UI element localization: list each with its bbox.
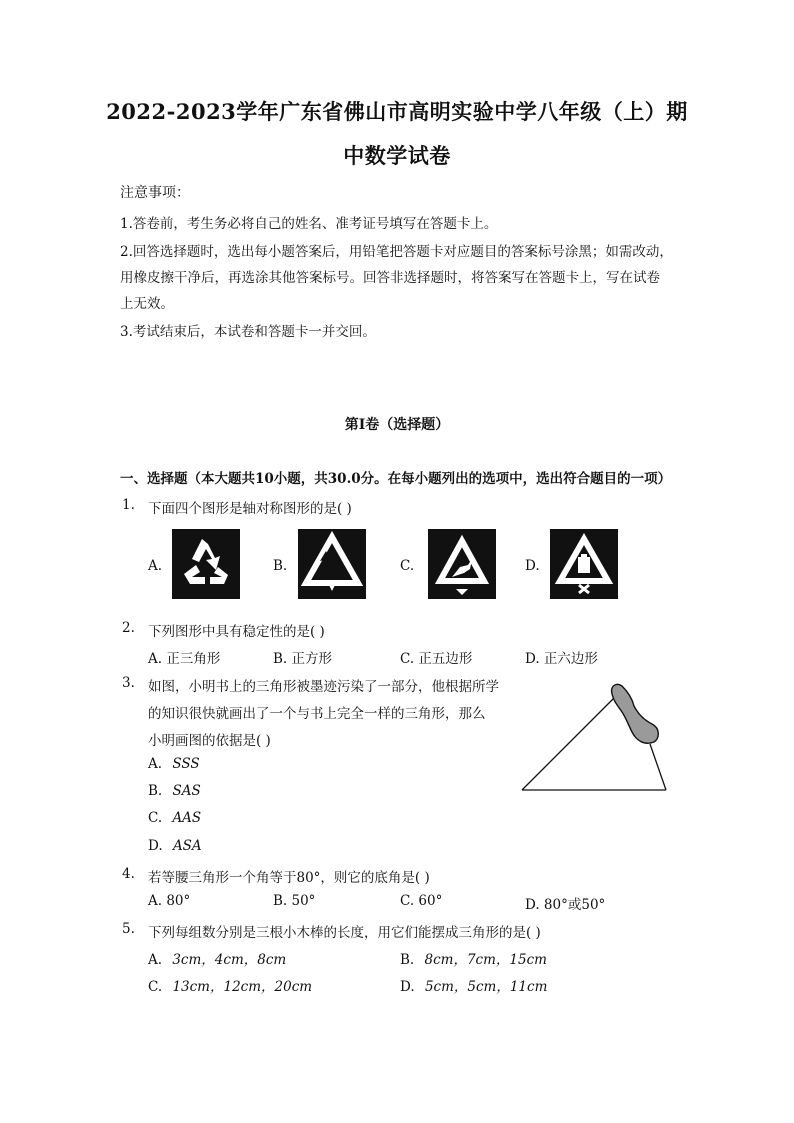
notice-item-2-end: 上无效。 [120,296,174,312]
question-3-number: 3. [122,675,135,691]
q5-option-a [148,948,286,968]
q4-option-c: C. 60° [400,893,443,909]
q5-option-c-letter: C. [148,979,163,995]
triangle-right-side [650,744,666,790]
notice-item-2-cont: 用橡皮擦干净后，再选涂其他答案标号。回答非选择题时，将答案写在答题卡上，写在试卷 [120,270,660,286]
q3-option-c-value: AAS [172,810,202,826]
page-title-line2: 中数学试卷 [343,143,451,168]
q3-option-c-letter: C. [148,810,163,826]
q3-option-c [148,810,201,826]
q4-option-b: B. 50° [273,893,316,909]
q3-option-a [148,756,200,772]
q5-option-d-letter: D. [400,979,415,995]
ink-blot [612,684,659,743]
q2-option-d: D. 正六边形 [525,651,598,667]
question-5-stem: 下列每组数分别是三根小木棒的长度，用它们能摆成三角形的是( ) [148,925,541,941]
notice-item-2: 2.回答选择题时，选出每小题答案后，用铅笔把答题卡对应题目的答案标号涂黑；如需改动， [120,244,673,260]
q5-option-b-value: 8cm，7cm，15cm [424,952,547,968]
q4-option-d: D. 80°或50° [525,897,606,913]
q5-option-a-value: 3cm，4cm，8cm [172,952,287,968]
notice-heading: 注意事项： [120,185,190,201]
volume-title: 第Ⅰ卷（选择题） [344,417,450,433]
q3-option-b-value: SAS [172,783,201,799]
q1-option-a-label: A. [148,558,163,574]
q5-option-a-letter: A. [148,952,163,968]
question-2-stem: 下列图形中具有稳定性的是( ) [148,624,325,640]
battery-recycle-icon [550,529,618,599]
question-3-stem-line1: 如图，小明书上的三角形被墨迹污染了一部分，他根据所学 [148,679,499,695]
q5-option-b [400,948,547,968]
q2-option-b: B. 正方形 [273,651,333,667]
q5-option-b-letter: B. [400,952,415,968]
q5-option-d [400,975,547,995]
q1-option-b-label: B. [273,558,288,574]
q3-option-d-letter: D. [148,838,163,854]
q1-option-d-label: D. [525,558,540,574]
q5-option-d-value: 5cm，5cm，11cm [424,979,548,995]
question-1-number: 1. [122,497,135,513]
q3-option-b [148,783,201,799]
q3-option-d [148,838,202,854]
triangle-left-side [522,698,614,790]
notice-item-1: 1.答卷前，考生务必将自己的姓名、准考证号填写在答题卡上。 [120,216,498,232]
question-4-number: 4. [122,866,135,882]
q5-option-c-value: 13cm，12cm，20cm [172,979,313,995]
question-1-stem: 下面四个图形是轴对称图形的是( ) [148,501,352,517]
q5-option-c [148,975,312,995]
q3-option-b-letter: B. [148,783,163,799]
recycle-triangle-icon [298,529,366,599]
q2-option-c: C. 正五边形 [400,651,473,667]
recycle-icon [172,529,240,599]
question-3-stem-line2: 的知识很快就画出了一个与书上完全一样的三角形，那么 [148,706,486,722]
section-title: 一、选择题（本大题共10小题，共30.0分。在每小题列出的选项中，选出符合题目的一项） [120,471,672,487]
q1-option-c-label: C. [400,558,415,574]
q4-option-a: A. 80° [148,893,191,909]
question-4-stem: 若等腰三角形一个角等于80°，则它的底角是( ) [148,870,430,886]
fish-recycle-icon [428,529,496,599]
question-3-stem-line3: 小明画图的依据是( ) [148,733,271,749]
q2-option-a: A. 正三角形 [148,651,221,667]
ink-stained-triangle-figure [518,676,668,796]
q3-option-a-letter: A. [148,756,163,772]
q3-option-a-value: SSS [172,756,200,772]
notice-item-3: 3.考试结束后，本试卷和答题卡一并交回。 [120,324,376,340]
q3-option-d-value: ASA [172,838,202,854]
question-5-number: 5. [122,921,135,937]
page-title: 2022-2023学年广东省佛山市高明实验中学八年级（上）期 [106,99,688,124]
question-2-number: 2. [122,620,135,636]
